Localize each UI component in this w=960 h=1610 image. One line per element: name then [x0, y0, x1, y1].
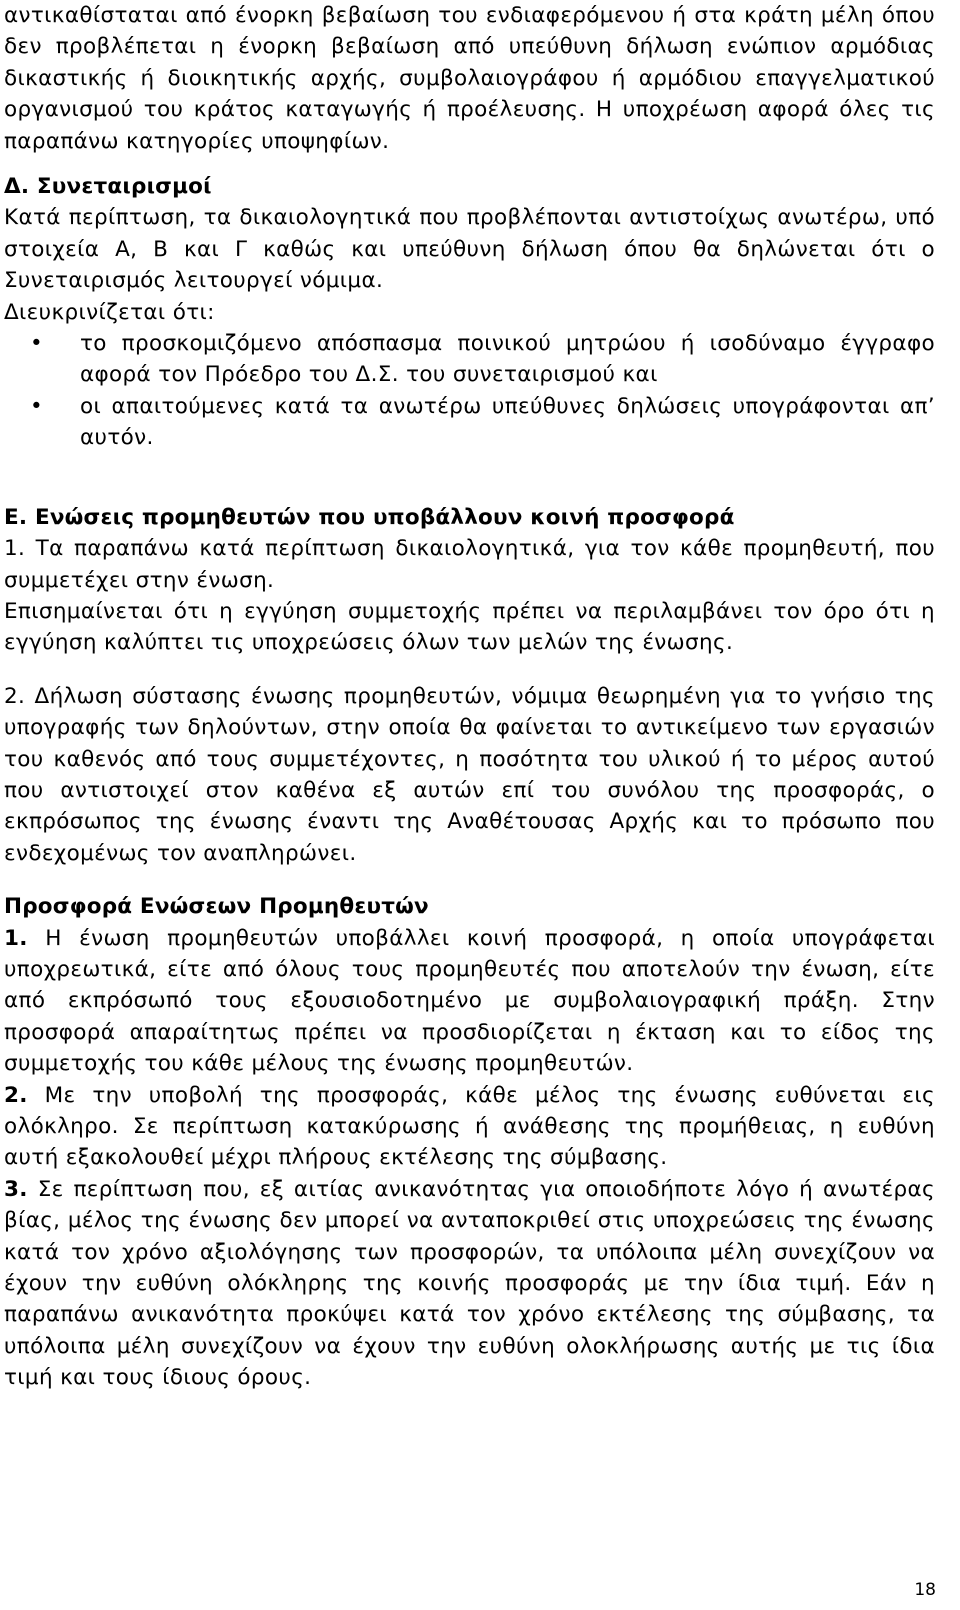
section-d-heading: Δ. Συνεταιρισμοί	[4, 174, 212, 200]
spacer	[4, 869, 935, 891]
bullet-icon: •	[30, 393, 44, 419]
section-d-clarification: Διευκρινίζεται ότι:	[4, 299, 215, 325]
offer-item-text: Σε περίπτωση που, εξ αιτίας ανικανότητας για οποιοδήποτε λόγο ή ανωτέρας βίας, μέλος της ένωσης δεν μπορεί να ανταποκριθεί στις υποχρεώσεις της ένωσης κατά τον χρόνο αξιολόγησης των προσφορών, τα υπόλοιπα μέλη συνεχίζουν να έχουν την ευθύνη ολόκληρης της κοινής προσφοράς με την ίδια τιμή. Εάν η παραπάνω ανικανότητα προκύψει κατά τον χρόνο εκτέλεσης της σύμβασης, τα υπόλοιπα μέλη συνεχίζουν να έχουν την ευθύνη ολοκλήρωσης αυτής με τις ίδια τιμή και τους ίδιους όρους.	[4, 1176, 935, 1391]
offer-item-number: 3.	[4, 1176, 28, 1202]
page-number: 18	[914, 1580, 936, 1600]
bullet-text: το προσκομιζόμενο απόσπασμα ποινικού μητρώου ή ισοδύναμο έγγραφο αφορά τον Πρόεδρο του Δ.Σ. του συνεταιρισμού και	[80, 331, 935, 388]
bullet-icon: •	[30, 331, 44, 357]
spacer	[4, 454, 935, 502]
section-e-item-1: 1. Τα παραπάνω κατά περίπτωση δικαιολογητικά, για τον κάθε προμηθευτή, που συμμετέχει στην ένωση.	[4, 536, 935, 593]
offer-item-text: Με την υποβολή της προσφοράς, κάθε μέλος της ένωσης ευθύνεται εις ολόκληρο. Σε περίπτωση κατακύρωσης ή ανάθεσης της προμήθειας, η ευθύνη αυτή εξακολουθεί μέχρι πλήρους εκτέλεσης της σύμβασης.	[4, 1082, 935, 1171]
spacer	[4, 659, 935, 681]
section-e-heading: Ε. Ενώσεις προμηθευτών που υποβάλλουν κοινή προσφορά	[4, 504, 735, 530]
offer-item-text: Η ένωση προμηθευτών υποβάλλει κοινή προσφορά, η οποία υπογράφεται υποχρεωτικά, είτε από όλους τους προμηθευτές που αποτελούν την ένωση, είτε από εκπρόσωπό τους εξουσιοδοτημένο με συμβολαιογραφική πράξη. Στην προσφορά απαραίτητως πρέπει να προσδιορίζεται η έκταση και το είδος της συμμετοχής του κάθε μέλους της ένωσης προμηθευτών.	[4, 925, 935, 1077]
offer-item-number: 1.	[4, 925, 28, 951]
bullet-item	[4, 391, 935, 454]
document-page	[4, 0, 935, 1394]
bullet-text: οι απαιτούμενες κατά τα ανωτέρω υπεύθυνες δηλώσεις υπογράφονται απ’ αυτόν.	[80, 393, 935, 451]
top-paragraph: αντικαθίσταται από ένορκη βεβαίωση του ενδιαφερόμενου ή στα κράτη μέλη όπου δεν προβλέπεται η ένορκη βεβαίωση από υπεύθυνη δήλωση ενώπιον αρμόδιας δικαστικής ή διοικητικής αρχής, συμβολαιογράφου ή αρμόδιου επαγγελματικού οργανισμού του κράτος καταγωγής ή προέλευσης. Η υποχρέωση αφορά όλες τις παραπάνω κατηγορίες υποψηφίων.	[4, 3, 935, 154]
offer-heading: Προσφορά Ενώσεων Προμηθευτών	[4, 894, 429, 920]
offer-item-3	[4, 1174, 935, 1394]
section-e-note: Επισημαίνεται ότι η εγγύηση συμμετοχής πρέπει να περιλαμβάνει τον όρο ότι η εγγύηση καλύπτει τις υποχρεώσεις όλων των μελών της ένωσης.	[4, 598, 935, 656]
offer-item-1	[4, 923, 935, 1080]
section-e-item-2: 2. Δήλωση σύστασης ένωσης προμηθευτών, νόμιμα θεωρημένη για το γνήσιο της υπογραφής των δηλούντων, στην οποία θα φαίνεται το αντικείμενο των εργασιών του καθενός από τους συμμετέχοντες, η ποσότητα του υλικού ή το μέρος αυτού που αντιστοιχεί στον καθένα εξ αυτών επί του συνόλου της προσφοράς, ο εκπρόσωπος της ένωσης έναντι της Αναθέτουσας Αρχής και το πρόσωπο που ενδεχομένως τον αναπληρώνει.	[4, 683, 935, 866]
section-d-paragraph: Κατά περίπτωση, τα δικαιολογητικά που προβλέπονται αντιστοίχως ανωτέρω, υπό στοιχεία Α, Β και Γ καθώς και υπεύθυνη δήλωση όπου θα δηλώνεται ότι ο Συνεταιρισμός λειτουργεί νόμιμα.	[4, 205, 935, 294]
spacer	[4, 157, 935, 171]
offer-item-2	[4, 1080, 935, 1174]
bullet-item	[4, 328, 935, 391]
offer-item-number: 2.	[4, 1082, 28, 1108]
section-d-bullet-list	[4, 328, 935, 454]
